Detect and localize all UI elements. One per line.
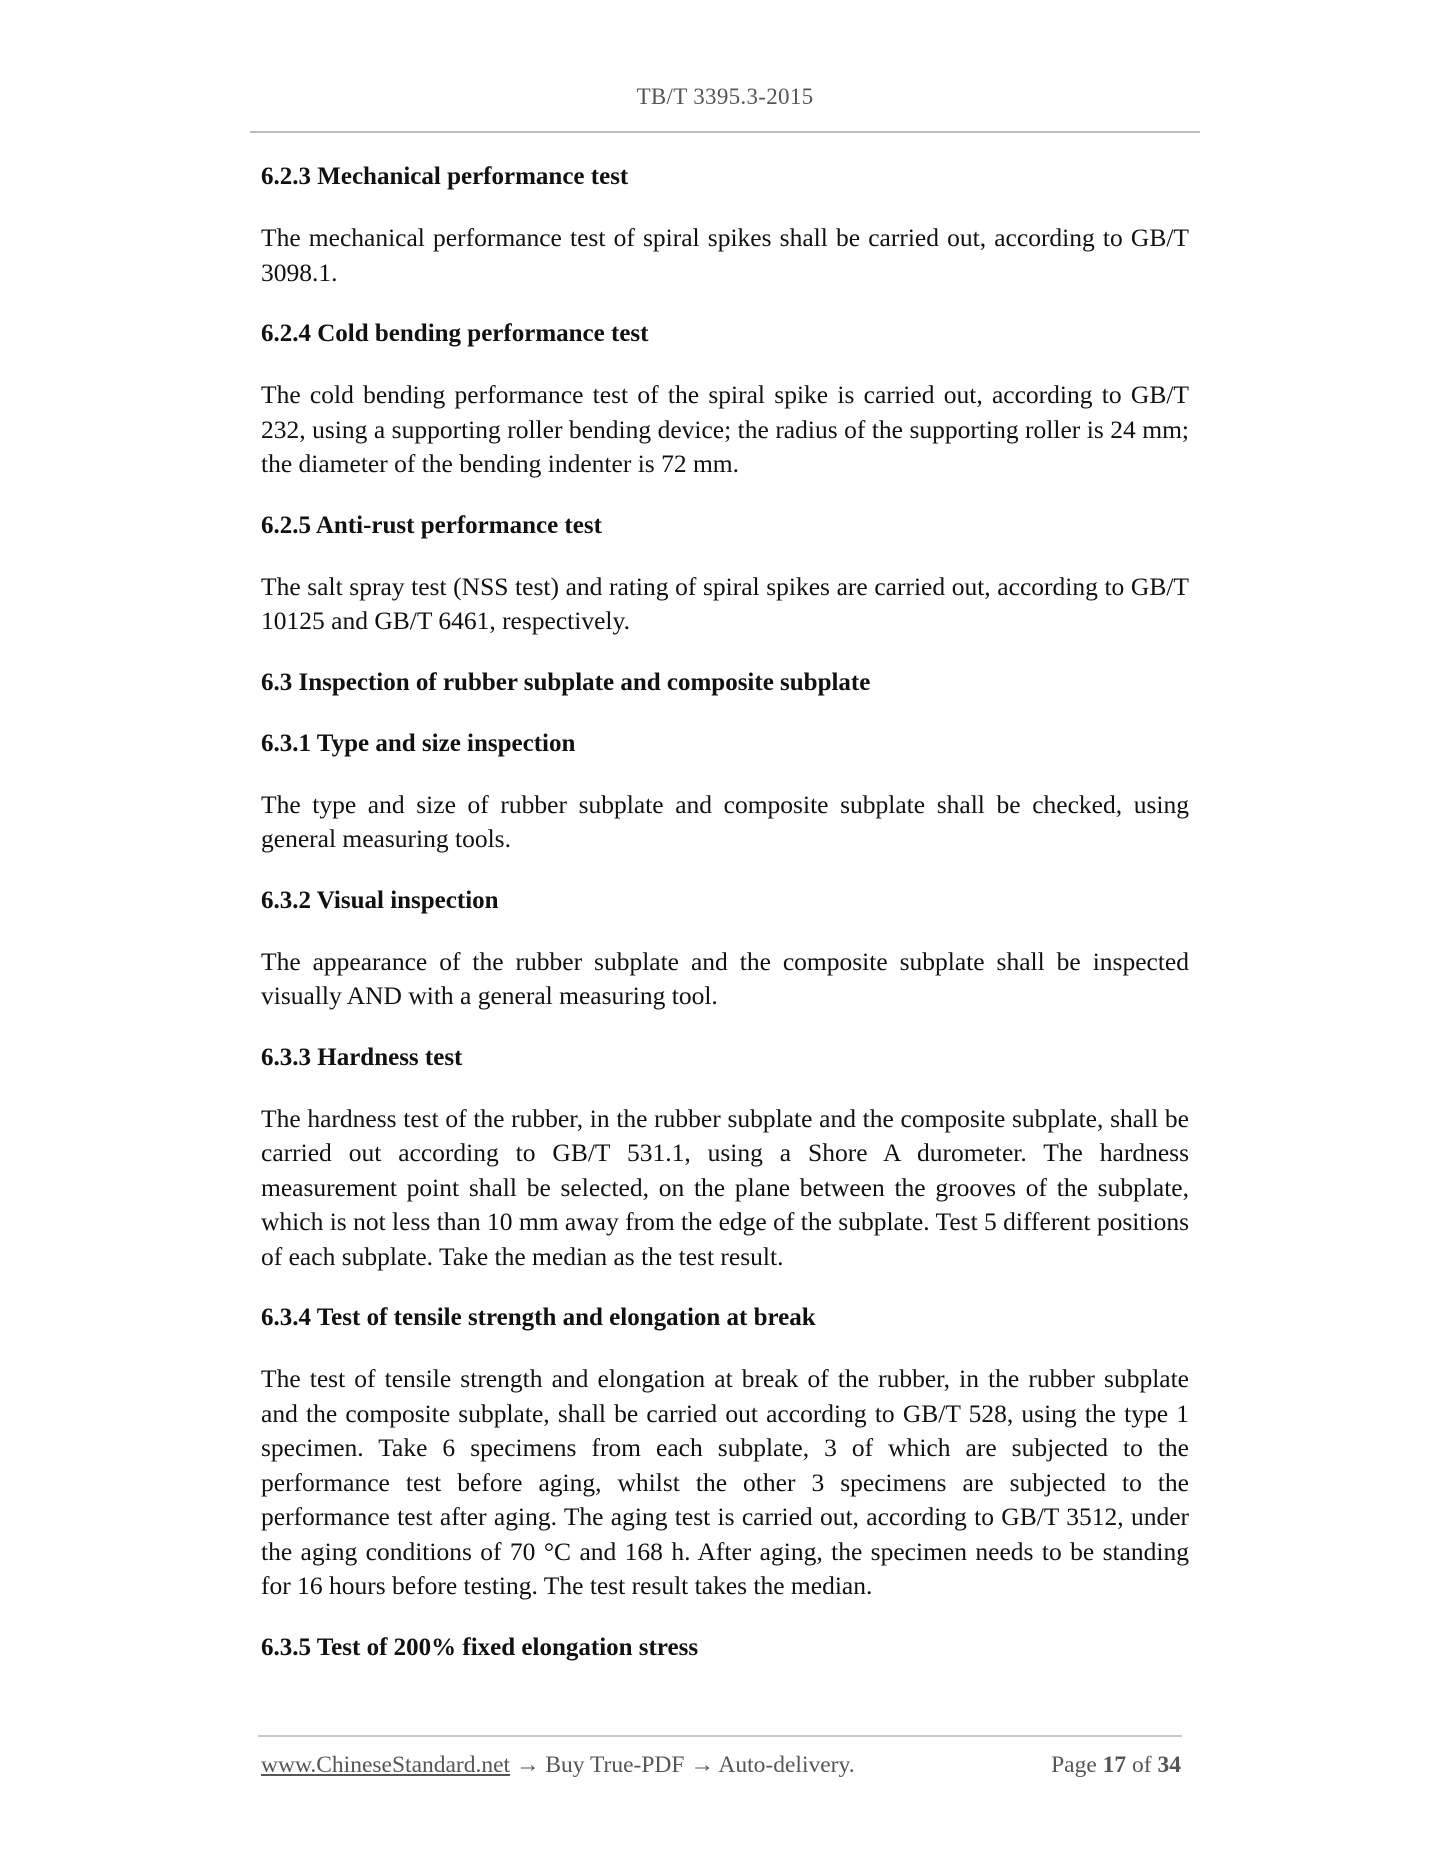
page-indicator [1051,1752,1181,1779]
buy-pdf-text: Buy True-PDF [545,1752,685,1778]
section-paragraph: The hardness test of the rubber, in the rubber subplate and the composite subplate, shall be carried out according to GB/T 531.1, using a Shore A durometer. The hardness measurement point shall be selected, on the plane between the grooves of the subplate, which is not less than 10 mm away from the edge of the subplate. Test 5 different positions of each subplate. Take the median as the test result. [261,1103,1189,1271]
section-paragraph: The cold bending performance test of the spiral spike is carried out, according to GB/T 232, using a supporting roller bending device; the radius of the supporting roller is 24 mm; the diameter of the bending indenter is 72 mm. [261,380,1189,478]
page-label: Page [1051,1752,1097,1778]
section-heading: 6.3.4 Test of tensile strength and elongation at break [261,1304,816,1331]
section-heading: 6.2.4 Cold bending performance test [261,320,649,347]
arrow-right-icon: → [690,1752,714,1778]
footer-links [261,1752,855,1779]
auto-delivery-text: Auto-delivery. [718,1752,855,1778]
footer-divider [258,1735,1182,1737]
section-heading: 6.3 Inspection of rubber subplate and composite subplate [261,668,871,696]
page-total: 34 [1157,1752,1181,1778]
website-link[interactable]: www.ChineseStandard.net [261,1752,511,1778]
section-paragraph: The type and size of rubber subplate and composite subplate shall be checked, using general measuring tools. [261,789,1189,853]
section-heading: 6.2.5 Anti-rust performance test [261,511,602,539]
section-heading: 6.3.3 Hardness test [261,1043,463,1071]
section-paragraph: The appearance of the rubber subplate and the composite subplate shall be inspected visually AND with a general measuring tool. [261,946,1189,1010]
section-paragraph: The test of tensile strength and elongation at break of the rubber, in the rubber subplate and the composite subplate, shall be carried out according to GB/T 528, using the type 1 specimen. Take 6 specimens from each subplate, 3 of which are subjected to the performance test before aging, whilst the other 3 specimens are subjected to the performance test after aging. The aging test is carried out, according to GB/T 3512, under the aging conditions of 70 °C and 168 h. After aging, the specimen needs to be standing for 16 hours before testing. The test result takes the median. [261,1364,1189,1600]
page-number: 17 [1102,1752,1127,1778]
section-heading: 6.3.2 Visual inspection [261,886,499,914]
document-body [261,160,1189,1692]
arrow-right-icon: → [515,1752,540,1778]
section-heading: 6.2.3 Mechanical performance test [261,163,629,190]
of-label: of [1132,1752,1152,1778]
header-divider [250,131,1200,133]
document-header: TB/T 3395.3-2015 [636,84,814,109]
section-paragraph: The salt spray test (NSS test) and rating of spiral spikes are carried out, according to GB/T 10125 and GB/T 6461, respectively. [261,571,1189,635]
section-heading: 6.3.1 Type and size inspection [261,729,576,757]
section-paragraph: The mechanical performance test of spiral spikes shall be carried out, according to GB/T 3098.1. [261,223,1189,287]
section-heading: 6.3.5 Test of 200% fixed elongation stress [261,1633,699,1661]
